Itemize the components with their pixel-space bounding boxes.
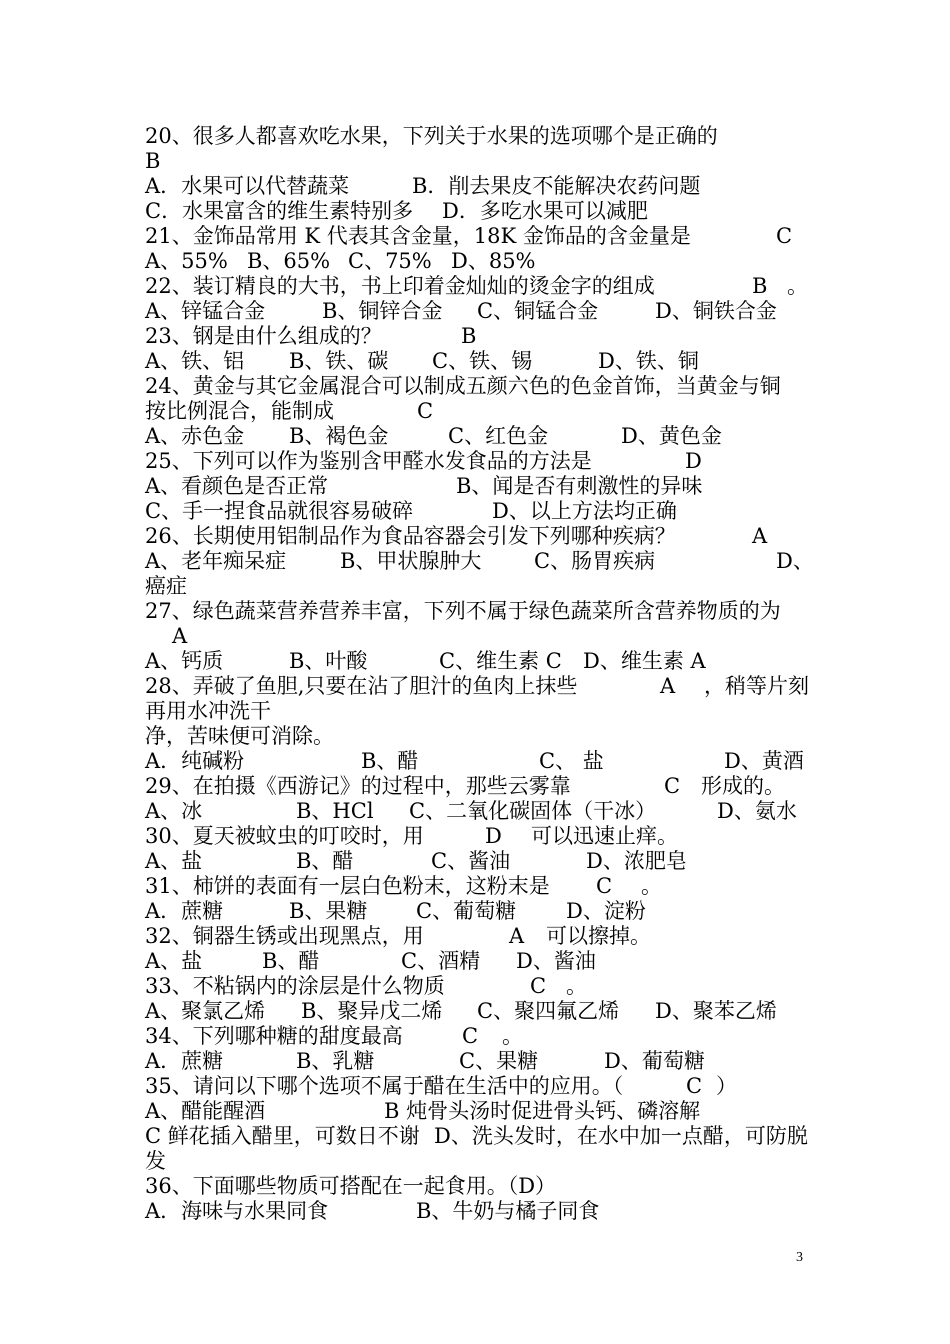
text-segment: A、看颜色是否正常 <box>145 474 329 498</box>
text-line <box>0 1048 950 1074</box>
text-segment: C、铜锰合金 <box>477 299 599 323</box>
text-segment: A <box>509 924 525 948</box>
text-segment: B、果糖 <box>289 899 368 923</box>
text-line <box>0 898 950 924</box>
text-segment: B、铜锌合金 <box>322 299 443 323</box>
text-line <box>0 1023 950 1049</box>
text-segment: B、65% <box>247 249 331 273</box>
text-segment: B、牛奶与橘子同食 <box>416 1199 600 1223</box>
text-segment: C、聚四氟乙烯 <box>477 999 620 1023</box>
text-segment: D、 <box>776 549 814 573</box>
text-segment: A．海味与水果同食 <box>145 1199 329 1223</box>
text-segment: D、酱油 <box>516 949 596 973</box>
text-line <box>0 1098 950 1124</box>
text-segment: D、维生素 A <box>583 649 706 673</box>
text-segment: C、铁、锡 <box>432 349 533 373</box>
text-segment: C、二氧化碳固体（干冰） <box>409 799 657 823</box>
text-line <box>0 648 950 674</box>
text-line <box>0 1073 950 1099</box>
text-segment: D．多吃水果可以减肥 <box>442 199 648 223</box>
text-segment: 20、很多人都喜欢吃水果，下列关于水果的选项哪个是正确的 <box>145 124 718 148</box>
text-segment: D、聚苯乙烯 <box>655 999 777 1023</box>
text-line <box>0 1148 950 1174</box>
text-segment: 发 <box>145 1149 166 1173</box>
text-line <box>0 198 950 224</box>
page-number: 3 <box>796 1250 803 1265</box>
text-line <box>0 248 950 274</box>
text-segment: B、聚异戊二烯 <box>301 999 443 1023</box>
text-segment: 。 <box>502 1024 523 1048</box>
text-line <box>0 573 950 599</box>
text-line <box>0 423 950 449</box>
text-line <box>0 523 950 549</box>
text-line <box>0 698 950 724</box>
text-segment: 30、夏天被蚊虫的叮咬时，用 <box>145 824 424 848</box>
text-segment: C <box>686 1074 703 1098</box>
text-segment: 。 <box>787 274 808 298</box>
text-segment: D、淀粉 <box>566 899 646 923</box>
text-line <box>0 623 950 649</box>
text-segment: D、铁、铜 <box>598 349 699 373</box>
text-segment: C <box>664 774 681 798</box>
text-segment: A．蔗糖 <box>145 1049 224 1073</box>
text-segment: D、氨水 <box>717 799 797 823</box>
text-segment: C、果糖 <box>459 1049 539 1073</box>
text-segment: A、钙质 <box>145 649 224 673</box>
text-segment: 27、绿色蔬菜营养营养丰富，下列不属于绿色蔬菜所含营养物质的为 <box>145 599 781 623</box>
text-segment: 29、在拍摄《西游记》的过程中，那些云雾靠 <box>145 774 571 798</box>
text-segment: B、醋 <box>262 949 320 973</box>
text-segment: 33、不粘锅内的涂层是什么物质 <box>145 974 445 998</box>
text-line <box>0 723 950 749</box>
text-segment: D、葡萄糖 <box>604 1049 705 1073</box>
text-line <box>0 173 950 199</box>
text-segment: 可以迅速止痒。 <box>531 824 678 848</box>
text-segment: D、浓肥皂 <box>586 849 687 873</box>
text-segment: A、55% <box>145 249 228 273</box>
text-line <box>0 773 950 799</box>
text-line <box>0 448 950 474</box>
text-segment: D、以上方法均正确 <box>492 499 677 523</box>
text-segment: 再用水冲洗干 <box>145 699 271 723</box>
text-segment: D <box>485 824 502 848</box>
text-segment: 23、钢是由什么组成的？ <box>145 324 382 348</box>
text-line <box>0 473 950 499</box>
text-segment: B、甲状腺肿大 <box>340 549 482 573</box>
text-line <box>0 948 950 974</box>
text-segment: B、铁、碳 <box>289 349 389 373</box>
text-segment: C、酒精 <box>401 949 481 973</box>
text-segment: A．纯碱粉 <box>145 749 245 773</box>
text-line <box>0 923 950 949</box>
text-segment: A <box>172 624 188 648</box>
text-segment: A、聚氯乙烯 <box>145 999 266 1023</box>
text-line <box>0 148 950 174</box>
text-line <box>0 373 950 399</box>
text-segment: A、盐 <box>145 949 203 973</box>
text-line <box>0 848 950 874</box>
text-line <box>0 798 950 824</box>
text-segment: 癌症 <box>145 574 187 598</box>
text-segment: C <box>776 224 793 248</box>
text-line <box>0 873 950 899</box>
text-line <box>0 323 950 349</box>
text-line <box>0 398 950 424</box>
text-segment: 22、装订精良的大书，书上印着金灿灿的烫金字的组成 <box>145 274 655 298</box>
text-segment: D、黄酒 <box>724 749 804 773</box>
text-line <box>0 123 950 149</box>
text-line <box>0 1123 950 1149</box>
text-segment: 按比例混合，能制成 <box>145 399 334 423</box>
text-segment: 36、下面哪些物质可搭配在一起食用。（D） <box>145 1174 557 1198</box>
text-segment: B．削去果皮不能解决农药问题 <box>412 174 701 198</box>
text-segment: B <box>145 149 161 173</box>
text-segment: A、赤色金 <box>145 424 245 448</box>
text-segment: B <box>461 324 477 348</box>
text-segment: 形成的。 <box>701 774 785 798</box>
text-segment: ，稍等片刻 <box>704 674 809 698</box>
text-segment: D、85% <box>451 249 536 273</box>
text-segment: A、铁、铝 <box>145 349 245 373</box>
text-segment: 可以擦掉。 <box>546 924 651 948</box>
text-segment: 25、下列可以作为鉴别含甲醛水发食品的方法是 <box>145 449 592 473</box>
text-segment: A．蔗糖 <box>145 899 224 923</box>
text-segment: D、铜铁合金 <box>655 299 777 323</box>
text-segment: D、黄色金 <box>621 424 722 448</box>
text-line <box>0 298 950 324</box>
text-line <box>0 748 950 774</box>
text-line <box>0 223 950 249</box>
text-segment: 。 <box>566 974 587 998</box>
text-segment: A <box>660 674 676 698</box>
text-segment: A、醋能醒酒 <box>145 1099 266 1123</box>
text-segment: C、红色金 <box>448 424 549 448</box>
text-segment: 31、柿饼的表面有一层白色粉末，这粉末是 <box>145 874 550 898</box>
text-segment: D <box>685 449 702 473</box>
text-segment: D、洗头发时，在水中加一点醋，可防脱 <box>434 1124 808 1148</box>
text-segment: B 炖骨头汤时促进骨头钙、磷溶解 <box>384 1099 701 1123</box>
text-segment: A、老年痴呆症 <box>145 549 287 573</box>
text-line <box>0 998 950 1024</box>
text-segment: C、葡萄糖 <box>416 899 517 923</box>
text-segment: ） <box>716 1074 737 1098</box>
text-segment: C、 盐 <box>539 749 604 773</box>
text-segment: 35、请问以下哪个选项不属于醋在生活中的应用。（ <box>145 1074 624 1098</box>
text-segment: C、维生素 C <box>439 649 562 673</box>
text-segment: C、手一捏食品就很容易破碎 <box>145 499 414 523</box>
text-segment: 34、下列哪种糖的甜度最高 <box>145 1024 403 1048</box>
text-segment: B、叶酸 <box>289 649 368 673</box>
text-segment: 28、弄破了鱼胆,只要在沾了胆汁的鱼肉上抹些 <box>145 674 578 698</box>
text-line <box>0 973 950 999</box>
text-segment: C <box>417 399 434 423</box>
text-segment: B、乳糖 <box>296 1049 375 1073</box>
text-segment: B <box>752 274 768 298</box>
text-segment: B、褐色金 <box>289 424 389 448</box>
text-line <box>0 273 950 299</box>
text-segment: C <box>596 874 613 898</box>
text-segment: B、闻是否有刺激性的异味 <box>456 474 703 498</box>
text-segment: B、醋 <box>361 749 419 773</box>
text-line <box>0 498 950 524</box>
text-line <box>0 823 950 849</box>
text-segment: A．水果可以代替蔬菜 <box>145 174 350 198</box>
text-segment: 32、铜器生锈或出现黑点，用 <box>145 924 424 948</box>
text-segment: A、盐 <box>145 849 203 873</box>
text-segment: 净，苦味便可消除。 <box>145 724 334 748</box>
text-segment: 26、长期使用铝制品作为食品容器会引发下列哪种疾病？ <box>145 524 676 548</box>
text-line <box>0 1198 950 1224</box>
text-segment: C <box>462 1024 479 1048</box>
text-segment: C <box>530 974 547 998</box>
text-segment: 。 <box>641 874 662 898</box>
text-segment: B、醋 <box>296 849 354 873</box>
text-segment: C、75% <box>348 249 432 273</box>
text-segment: C、肠胃疾病 <box>534 549 656 573</box>
text-line <box>0 548 950 574</box>
text-segment: C、酱油 <box>431 849 511 873</box>
text-segment: 21、金饰品常用 K 代表其含金量，18K 金饰品的含金量是 <box>145 224 691 248</box>
text-line <box>0 673 950 699</box>
text-segment: C 鲜花插入醋里，可数日不谢 <box>145 1124 420 1148</box>
text-line <box>0 598 950 624</box>
text-line <box>0 348 950 374</box>
text-segment: 24、黄金与其它金属混合可以制成五颜六色的色金首饰，当黄金与铜 <box>145 374 781 398</box>
text-segment: A <box>752 524 768 548</box>
text-segment: A、冰 <box>145 799 203 823</box>
text-line <box>0 1173 950 1199</box>
text-segment: A、锌锰合金 <box>145 299 266 323</box>
text-segment: B、HCl <box>296 799 374 823</box>
text-segment: C．水果富含的维生素特别多 <box>145 199 414 223</box>
